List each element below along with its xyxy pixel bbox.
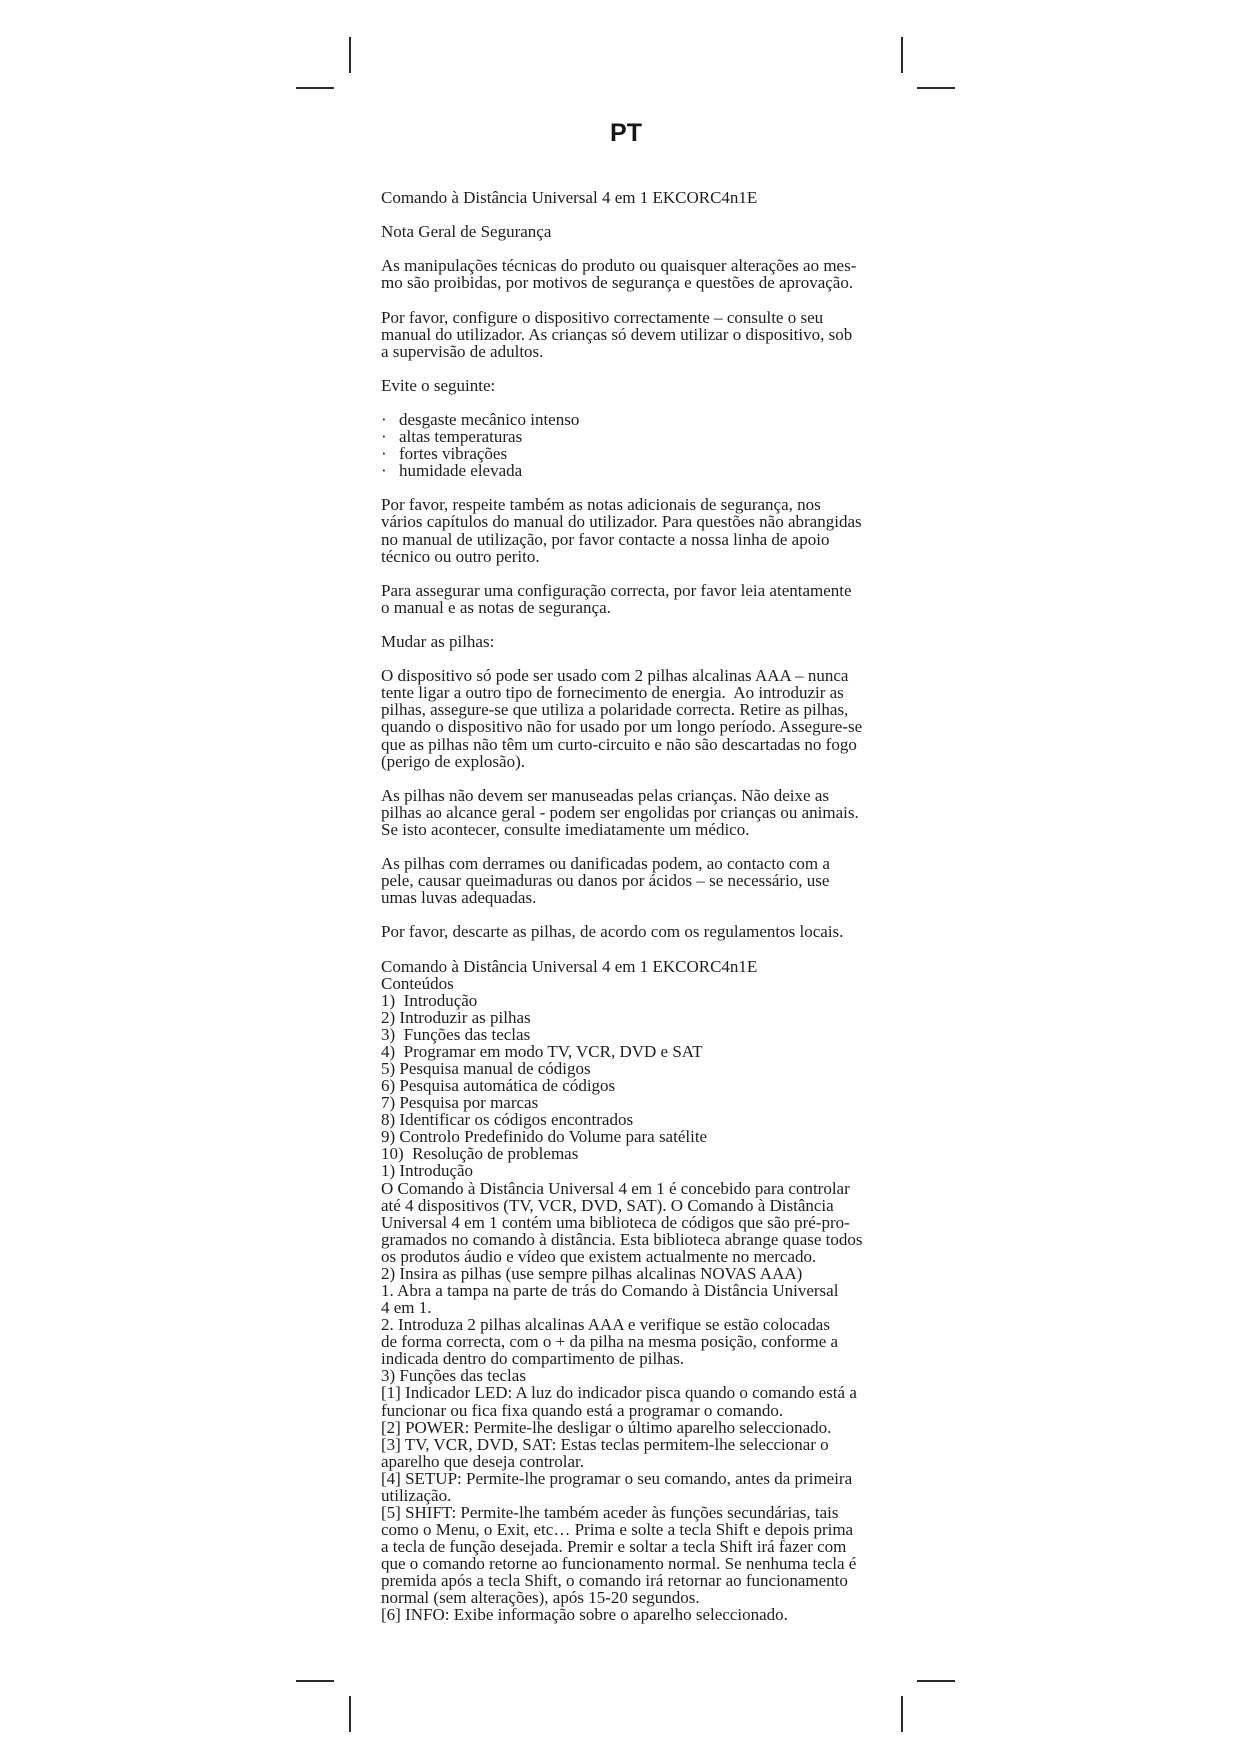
text-line: indicada dentro do compartimento de pilhas.	[381, 1349, 685, 1369]
text-line: o manual e as notas de segurança.	[381, 597, 611, 617]
bullet-item	[381, 428, 901, 445]
bullet-item	[381, 462, 901, 479]
contents-heading: Conteúdos	[381, 973, 454, 993]
text-line: [6] INFO: Exibe informação sobre o aparelho seleccionado.	[381, 1605, 788, 1625]
text-line: premida após a tecla Shift, o comando irá retornar ao funcionamento	[381, 1571, 848, 1591]
text-line: a supervisão de adultos.	[381, 341, 544, 361]
key-function-item	[381, 1470, 901, 1504]
bullet-marker: ·	[381, 427, 387, 447]
text-line: quando o dispositivo não for usado por um longo período. Assegure-se	[381, 717, 863, 737]
paragraph	[381, 667, 901, 769]
crop-mark-bottom-left-horizontal	[296, 1680, 334, 1682]
section-heading: 1) Introdução	[381, 1161, 474, 1181]
batteries-heading-block	[381, 633, 901, 650]
avoid-heading: Evite o seguinte:	[381, 375, 496, 395]
bullet-marker: ·	[381, 461, 387, 481]
text-line: pilhas, assegure-se que utiliza a polaridade correcta. Retire as pilhas,	[381, 700, 849, 720]
text-line: Se isto acontecer, consulte imediatamente um médico.	[381, 819, 750, 839]
intro-section	[381, 1162, 901, 1264]
section-heading: Nota Geral de Segurança	[381, 222, 552, 242]
bullet-text: altas temperaturas	[399, 427, 523, 447]
document-title: Comando à Distância Universal 4 em 1 EKCORC4n1E	[381, 188, 758, 207]
contents-item: 4) Programar em modo TV, VCR, DVD e SAT	[381, 1041, 703, 1061]
text-line: [3] TV, VCR, DVD, SAT: Estas teclas permitem-lhe seleccionar o	[381, 1434, 829, 1454]
text-line: As pilhas com derrames ou danificadas podem, ao contacto com a	[381, 854, 830, 874]
safety-heading-block	[381, 223, 901, 240]
text-line: gramados no comando à distância. Esta biblioteca abrange quase todos	[381, 1229, 863, 1249]
crop-mark-bottom-right-vertical	[901, 1696, 903, 1732]
contents-item: 3) Funções das teclas	[381, 1024, 531, 1044]
text-line: aparelho que deseja controlar.	[381, 1451, 584, 1471]
section-heading: 2) Insira as pilhas (use sempre pilhas alcalinas NOVAS AAA)	[381, 1263, 803, 1283]
bullet-item	[381, 445, 901, 462]
bullet-text: humidade elevada	[399, 461, 523, 481]
crop-mark-top-left-horizontal	[296, 87, 334, 89]
text-line: pele, causar queimaduras ou danos por ácidos – se necessário, use	[381, 871, 830, 891]
step-item	[381, 1282, 901, 1316]
text-line: [1] Indicador LED: A luz do indicador pisca quando o comando está a	[381, 1383, 857, 1403]
text-line: pilhas ao alcance geral - podem ser engolidas por crianças ou animais.	[381, 802, 859, 822]
text-line: que o comando retorne ao funcionamento normal. Se nenhuma tecla é	[381, 1554, 857, 1574]
paragraph	[381, 257, 901, 291]
text-line: O Comando à Distância Universal 4 em 1 é concebido para controlar	[381, 1178, 850, 1198]
text-line: normal (sem alterações), após 15-20 segundos.	[381, 1588, 700, 1608]
insert-batteries-section	[381, 1265, 901, 1367]
text-line: utilização.	[381, 1485, 452, 1505]
contents-document-title: Comando à Distância Universal 4 em 1 EKCORC4n1E	[381, 956, 758, 976]
key-function-item	[381, 1606, 901, 1623]
contents-item: 10) Resolução de problemas	[381, 1144, 579, 1164]
document-title-block	[381, 189, 901, 206]
text-line: 2. Introduza 2 pilhas alcalinas AAA e verifique se estão colocadas	[381, 1315, 830, 1335]
avoid-heading-block	[381, 377, 901, 394]
document-body	[381, 189, 901, 1624]
text-line: no manual de utilização, por favor contacte a nossa linha de apoio	[381, 529, 830, 549]
text-line: até 4 dispositivos (TV, VCR, DVD, SAT). O Comando à Distância	[381, 1195, 834, 1215]
paragraph	[381, 496, 901, 564]
text-line: funcionar ou fica fixa quando está a programar o comando.	[381, 1400, 784, 1420]
crop-mark-top-left-vertical	[349, 37, 351, 73]
crop-mark-top-right-vertical	[901, 37, 903, 73]
text-line: de forma correcta, com o + da pilha na mesma posição, conforme a	[381, 1332, 839, 1352]
key-function-item	[381, 1384, 901, 1418]
text-line: As manipulações técnicas do produto ou quaisquer alterações ao mes-	[381, 256, 857, 276]
paragraph	[381, 923, 901, 940]
key-functions-section	[381, 1367, 901, 1623]
section-heading: Mudar as pilhas:	[381, 632, 495, 652]
text-line: As pilhas não devem ser manuseadas pelas crianças. Não deixe as	[381, 785, 829, 805]
text-line: umas luvas adequadas.	[381, 888, 537, 908]
crop-mark-bottom-right-horizontal	[917, 1680, 955, 1682]
crop-mark-bottom-left-vertical	[349, 1696, 351, 1732]
text-line: 4 em 1.	[381, 1298, 432, 1318]
paragraph	[381, 309, 901, 360]
text-line: mo são proibidas, por motivos de segurança e questões de aprovação.	[381, 273, 854, 293]
bullet-text: fortes vibrações	[399, 444, 508, 464]
contents-item: 2) Introduzir as pilhas	[381, 1007, 531, 1027]
bullet-item	[381, 411, 901, 428]
key-function-item	[381, 1504, 901, 1606]
text-line: O dispositivo só pode ser usado com 2 pilhas alcalinas AAA – nunca	[381, 666, 849, 686]
text-line: [4] SETUP: Permite-lhe programar o seu comando, antes da primeira	[381, 1468, 853, 1488]
paragraph	[381, 787, 901, 838]
contents-item: 7) Pesquisa por marcas	[381, 1093, 539, 1113]
paragraph	[381, 855, 901, 906]
text-line: técnico ou outro perito.	[381, 546, 540, 566]
contents-item: 8) Identificar os códigos encontrados	[381, 1110, 634, 1130]
text-line: [2] POWER: Permite-lhe desligar o último aparelho seleccionado.	[381, 1417, 832, 1437]
text-line: Universal 4 em 1 contém uma biblioteca de códigos que são pré-pro-	[381, 1212, 850, 1232]
bullet-marker: ·	[381, 410, 387, 430]
text-line: vários capítulos do manual do utilizador. Para questões não abrangidas	[381, 512, 862, 532]
text-line: (perigo de explosão).	[381, 751, 525, 771]
text-line: a tecla de função desejada. Premir e soltar a tecla Shift irá fazer com	[381, 1537, 847, 1557]
bullet-list	[381, 411, 901, 479]
text-line: Por favor, descarte as pilhas, de acordo com os regulamentos locais.	[381, 922, 844, 942]
text-line: como o Menu, o Exit, etc… Prima e solte a tecla Shift e depois prima	[381, 1520, 854, 1540]
contents-item: 9) Controlo Predefinido do Volume para satélite	[381, 1127, 708, 1147]
key-function-item	[381, 1419, 901, 1436]
paragraph	[381, 582, 901, 616]
text-line: manual do utilizador. As crianças só devem utilizar o dispositivo, sob	[381, 324, 853, 344]
text-line: Por favor, respeite também as notas adicionais de segurança, nos	[381, 495, 821, 515]
text-line: 1. Abra a tampa na parte de trás do Comando à Distância Universal	[381, 1281, 839, 1300]
contents-section	[381, 958, 901, 1163]
bullet-text: desgaste mecânico intenso	[399, 410, 580, 430]
key-function-item	[381, 1436, 901, 1470]
text-line: [5] SHIFT: Permite-lhe também aceder às funções secundárias, tais	[381, 1503, 839, 1523]
language-code: PT	[610, 119, 642, 147]
text-line: Por favor, configure o dispositivo correctamente – consulte o seu	[381, 307, 824, 327]
text-line: tente ligar a outro tipo de fornecimento de energia. Ao introduzir as	[381, 683, 844, 703]
contents-item: 6) Pesquisa automática de códigos	[381, 1076, 616, 1096]
text-line: que as pilhas não têm um curto-circuito e não são descartadas no fogo	[381, 734, 857, 754]
crop-mark-top-right-horizontal	[917, 87, 955, 89]
bullet-marker: ·	[381, 444, 387, 464]
section-heading: 3) Funções das teclas	[381, 1366, 526, 1386]
contents-item: 1) Introdução	[381, 990, 478, 1010]
text-line: Para assegurar uma configuração correcta, por favor leia atentamente	[381, 580, 852, 600]
step-item	[381, 1316, 901, 1367]
contents-item: 5) Pesquisa manual de códigos	[381, 1058, 591, 1078]
text-line: os produtos áudio e vídeo que existem actualmente no mercado.	[381, 1246, 817, 1266]
contents-list	[381, 992, 901, 1163]
